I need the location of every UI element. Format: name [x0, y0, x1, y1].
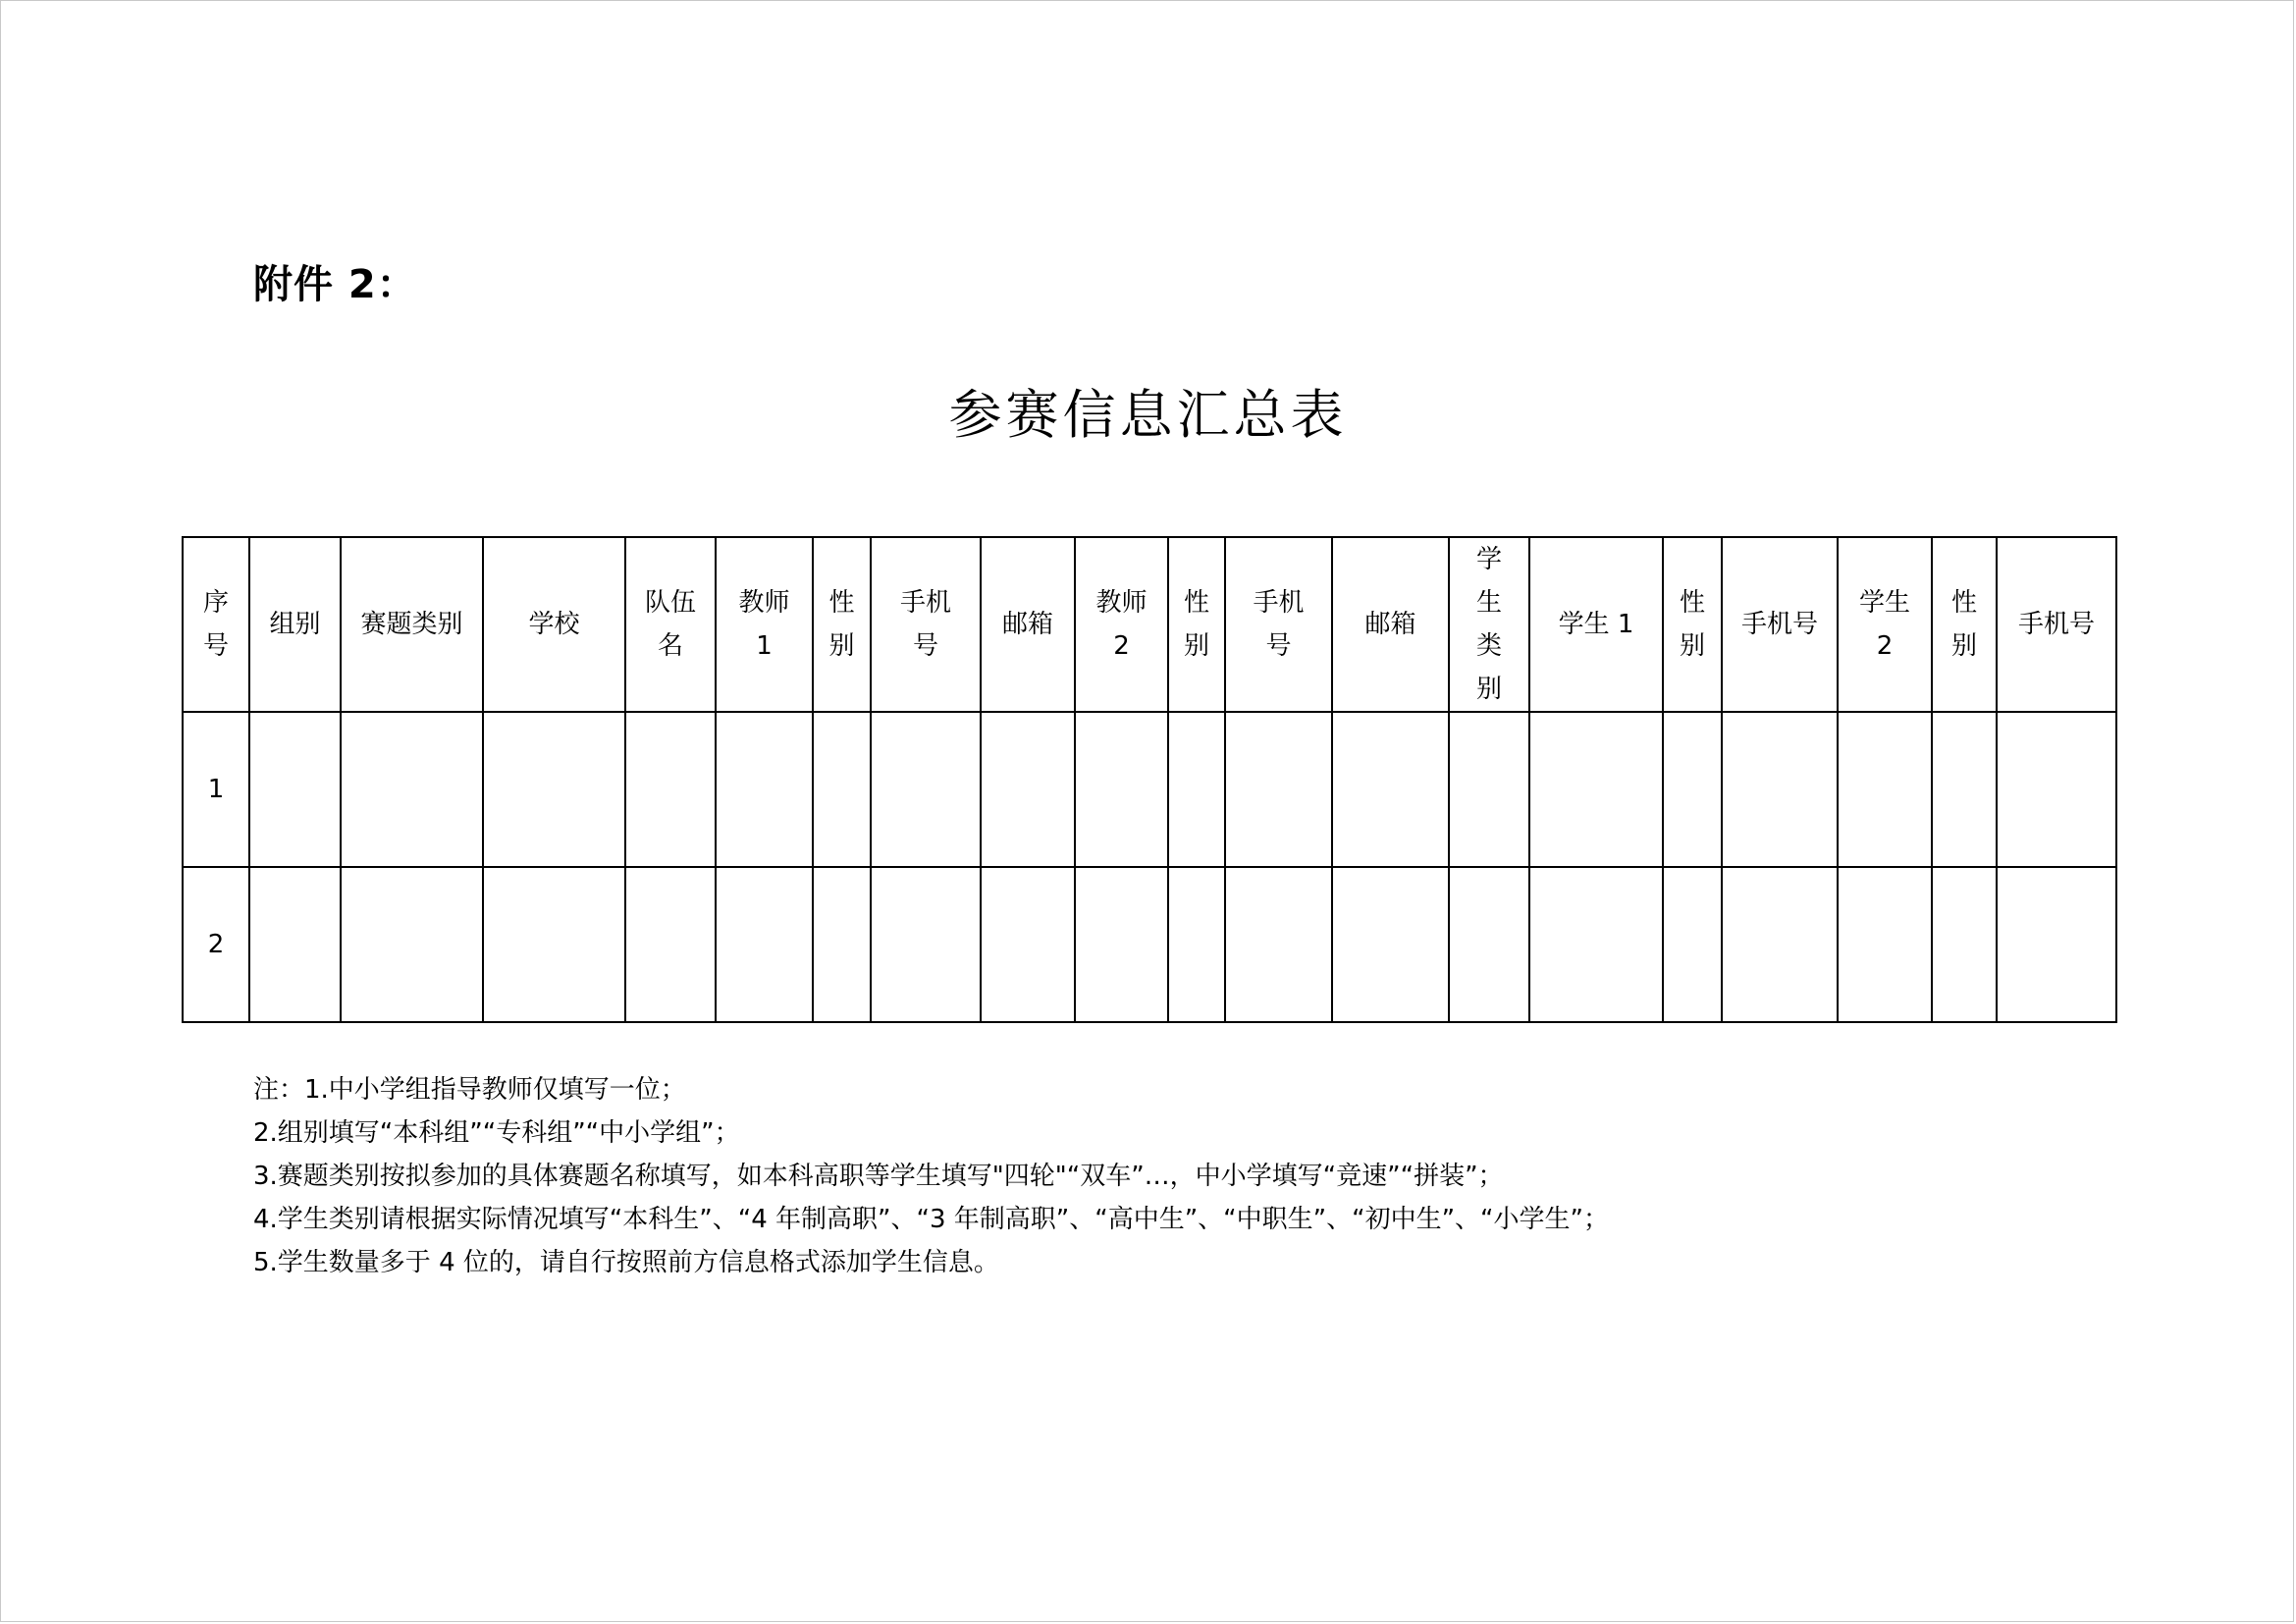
- header-cell: 学校: [483, 537, 625, 712]
- header-cell: 邮箱: [1332, 537, 1449, 712]
- empty-cell: [1529, 867, 1663, 1022]
- header-cell: 学生 1: [1529, 537, 1663, 712]
- empty-cell: [1168, 867, 1225, 1022]
- empty-cell: [716, 867, 813, 1022]
- empty-cell: [1838, 712, 1932, 867]
- header-cell: 手机号: [1722, 537, 1838, 712]
- empty-cell: [813, 867, 871, 1022]
- note-line: 注：1.中小学组指导教师仅填写一位；: [253, 1075, 686, 1105]
- header-cell: 性 别: [813, 537, 871, 712]
- empty-cell: [483, 867, 625, 1022]
- empty-cell: [1997, 712, 2116, 867]
- row-number-cell: 1: [183, 712, 249, 867]
- empty-cell: [1838, 867, 1932, 1022]
- empty-cell: [1722, 867, 1838, 1022]
- row-number-cell: 2: [183, 867, 249, 1022]
- empty-cell: [1529, 712, 1663, 867]
- header-cell: 性 别: [1932, 537, 1997, 712]
- document-title: 参赛信息汇总表: [948, 384, 1348, 446]
- empty-cell: [981, 867, 1075, 1022]
- header-cell: 组别: [249, 537, 341, 712]
- summary-table: [182, 536, 2117, 1023]
- empty-cell: [1332, 712, 1449, 867]
- table-header-row: [183, 537, 2116, 712]
- header-cell: 学生 2: [1838, 537, 1932, 712]
- header-cell: 性 别: [1663, 537, 1722, 712]
- empty-cell: [483, 712, 625, 867]
- empty-cell: [249, 867, 341, 1022]
- empty-cell: [1075, 867, 1168, 1022]
- header-cell: 教师 1: [716, 537, 813, 712]
- header-cell: 教师 2: [1075, 537, 1168, 712]
- empty-cell: [981, 712, 1075, 867]
- empty-cell: [341, 712, 483, 867]
- empty-cell: [1932, 867, 1997, 1022]
- empty-cell: [625, 867, 716, 1022]
- empty-cell: [813, 712, 871, 867]
- empty-cell: [1997, 867, 2116, 1022]
- empty-cell: [871, 712, 981, 867]
- empty-cell: [1663, 712, 1722, 867]
- empty-cell: [1449, 867, 1529, 1022]
- header-cell: 手机 号: [871, 537, 981, 712]
- empty-cell: [1722, 712, 1838, 867]
- header-cell: 手机 号: [1225, 537, 1332, 712]
- header-cell: 赛题类别: [341, 537, 483, 712]
- header-cell: 性 别: [1168, 537, 1225, 712]
- empty-cell: [1449, 712, 1529, 867]
- note-line: 4.学生类别请根据实际情况填写“本科生”、“4 年制高职”、“3 年制高职”、“高中生”、“中职生”、“初中生”、“小学生”；: [253, 1205, 1609, 1234]
- table-row: [183, 712, 2116, 867]
- notes: [253, 1068, 1609, 1284]
- empty-cell: [1332, 867, 1449, 1022]
- note-line: 2.组别填写“本科组”“专科组”“中小学组”；: [253, 1118, 740, 1148]
- note-line: 3.赛题类别按拟参加的具体赛题名称填写，如本科高职等学生填写"四轮"“双车”…，中小学填写“竞速”“拼装”；: [253, 1162, 1504, 1191]
- header-cell: 序 号: [183, 537, 249, 712]
- empty-cell: [1168, 712, 1225, 867]
- header-cell: 邮箱: [981, 537, 1075, 712]
- empty-cell: [625, 712, 716, 867]
- empty-cell: [871, 867, 981, 1022]
- empty-cell: [1663, 867, 1722, 1022]
- note-line: 5.学生数量多于 4 位的，请自行按照前方信息格式添加学生信息。: [253, 1248, 999, 1277]
- empty-cell: [1225, 867, 1332, 1022]
- empty-cell: [1225, 712, 1332, 867]
- empty-cell: [1932, 712, 1997, 867]
- header-cell: 队伍 名: [625, 537, 716, 712]
- attachment-label: 附件 2：: [253, 262, 417, 307]
- empty-cell: [716, 712, 813, 867]
- empty-cell: [249, 712, 341, 867]
- empty-cell: [341, 867, 483, 1022]
- header-cell: 手机号: [1997, 537, 2116, 712]
- empty-cell: [1075, 712, 1168, 867]
- table-row: [183, 867, 2116, 1022]
- header-cell: 学 生 类 别: [1449, 537, 1529, 712]
